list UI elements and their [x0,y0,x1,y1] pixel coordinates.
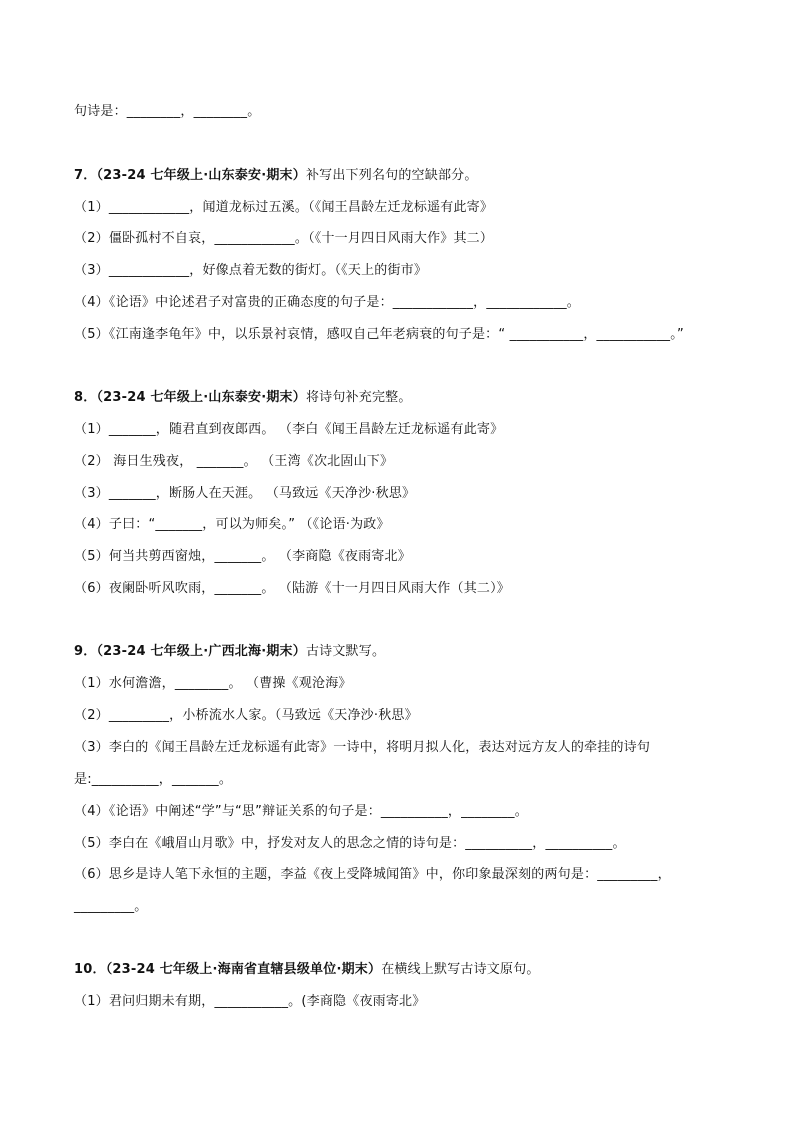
prev-question-tail: 句诗是：________，________。 [74,104,261,119]
question-10-header [74,962,754,978]
question-7-item-1: （1）____________，闻道龙标过五溪。（《闻王昌龄左迁龙标遥有此寄》 [74,200,494,215]
question-number: 10． [74,962,106,977]
question-prompt: 补写出下列名句的空缺部分。 [305,168,478,183]
question-9-item-3-cont: 是:__________，_______。 [74,772,233,787]
question-7-item-4: （4）《论语》中论述君子对富贵的正确态度的句子是：____________，____________。 [74,295,580,310]
question-8-item-5: （5）何当共剪西窗烛，_______。 （李商隐《夜雨寄北》 [74,549,411,564]
question-9-item-2: （2）_________，小桥流水人家。（马致远《天净沙·秋思》 [74,708,418,723]
question-8-item-2: （2） 海日生残夜， _______。 （王湾《次北固山下》 [74,454,394,469]
question-prompt: 将诗句补充完整。 [305,390,412,405]
question-source: （23-24 七年级上·山东泰安·期末） [96,168,306,183]
question-prompt: 古诗文默写。 [305,644,386,659]
question-prompt: 在横线上默写古诗文原句。 [381,962,540,977]
question-source: （23-24 七年级上·山东泰安·期末） [96,390,306,405]
question-8-item-4: （4）子曰：“_______，可以为师矣。” （《论语·为政》 [74,517,390,532]
question-9-item-5: （5）李白在《峨眉山月歌》中，抒发对友人的思念之情的诗句是：__________，__________。 [74,836,626,851]
question-8-item-3: （3）_______，断肠人在天涯。 （马致远《天净沙·秋思》 [74,486,416,501]
question-7-item-2: （2）僵卧孤村不自哀，____________。（《十一月四日风雨大作》其二） [74,231,494,246]
question-number: 9． [74,644,97,659]
question-7-header [74,168,754,184]
question-8-header [74,390,754,406]
question-source: （23-24 七年级上·海南省直辖县级单位·期末） [105,962,382,977]
question-9-item-3: （3）李白的《闻王昌龄左迁龙标遥有此寄》一诗中，将明月拟人化，表达对远方友人的牵挂的诗句 [74,740,651,755]
question-9-item-4: （4）《论语》中阐述“学”与“思”辩证关系的句子是：__________，________。 [74,804,528,819]
question-9-item-6: （6）思乡是诗人笔下永恒的主题，李益《夜上受降城闻笛》中，你印象最深刻的两句是：_________， [74,867,671,882]
question-source: （23-24 七年级上·广西北海·期末） [96,644,306,659]
question-7-item-3: （3）____________，好像点着无数的街灯。（《天上的街市》 [74,263,428,278]
question-number: 8． [74,390,97,405]
question-8-item-1: （1）_______，随君直到夜郎西。 （李白《闻王昌龄左迁龙标遥有此寄》 [74,422,504,437]
question-7-item-5: （5）《江南逢李龟年》中，以乐景衬哀情，感叹自己年老病衰的句子是：“ ___________，___________。” [74,327,684,342]
question-10-item-1: （1）君问归期未有期，___________。(李商隐《夜雨寄北》 [74,994,426,1009]
question-9-item-6-cont: _________。 [74,899,148,914]
question-number: 7． [74,168,97,183]
question-9-item-1: （1）水何澹澹，________。 （曹操《观沧海》 [74,676,352,691]
question-8-item-6: （6）夜阑卧听风吹雨，_______。 （陆游《十一月四日风雨大作（其二）》 [74,581,511,596]
question-9-header [74,644,754,660]
